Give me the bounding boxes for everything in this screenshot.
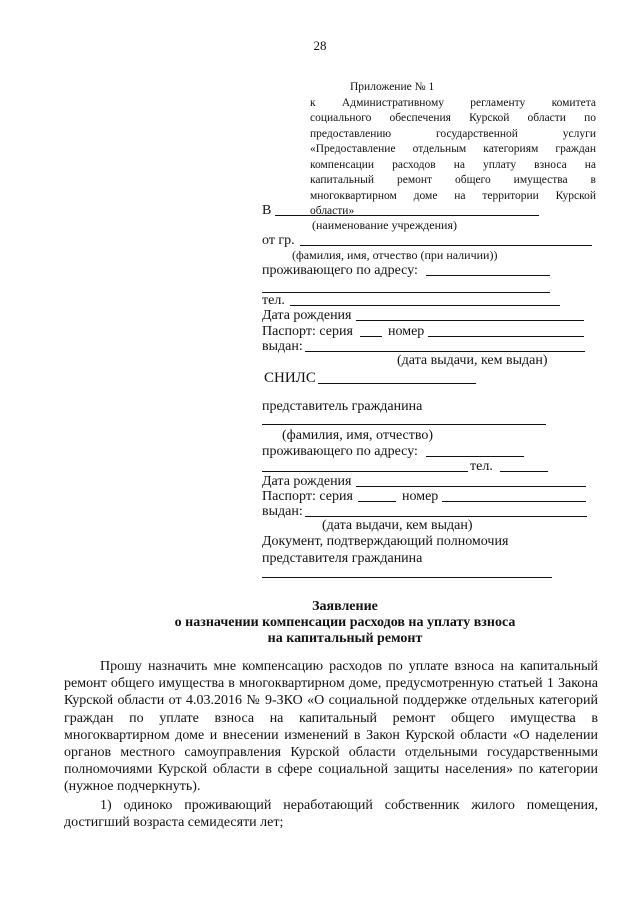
rep-issued-hint: (дата выдачи, кем выдан) [322, 518, 473, 533]
snils-field[interactable] [318, 383, 476, 384]
passport-number-field[interactable] [428, 336, 584, 337]
snils-label: СНИЛС [264, 370, 316, 386]
appendix-line: области» [310, 205, 355, 217]
appendix-line: социального обеспечения Курской области по [310, 112, 596, 124]
paragraph-line: полномочиями Курской области в сфере социальной защиты населения» по категории [64, 762, 598, 778]
issued-hint: (дата выдачи, кем выдан) [397, 353, 548, 368]
paragraph-line: ремонт общего имущества в многоквартирном доме, предусмотренную статьей 1 Закона [64, 676, 598, 692]
paragraph-line: Прошу назначить мне компенсацию расходов по уплате взноса на капитальный [100, 659, 598, 674]
paragraph-line: Курской области от 4.03.2016 № 9-ЗКО «О социальной поддержке отдельных категорий [64, 693, 598, 709]
issued-label: выдан: [262, 339, 303, 354]
to-field[interactable] [275, 215, 539, 216]
item-line: достигший возраста семидесяти лет; [64, 815, 284, 831]
request-paragraph [64, 658, 598, 796]
paragraph-line: многоквартирном доме и внесении изменений в Закон Курской области «О наделении [64, 727, 598, 743]
doc-field[interactable] [262, 577, 552, 578]
from-field[interactable] [300, 245, 592, 246]
rep-phone-label: тел. [470, 459, 493, 474]
from-label: от гр. [262, 233, 295, 248]
appendix-line: компенсации расходов на уплату взноса на [310, 158, 596, 171]
phone-field[interactable] [290, 305, 560, 306]
appendix-line: к Административному регламенту комитета [310, 96, 596, 109]
address-field-continued[interactable] [262, 292, 550, 293]
address-field[interactable] [426, 275, 550, 276]
rep-address-field-continued[interactable] [262, 471, 468, 472]
appendix-line: «Предоставление отдельным категориям граждан [310, 143, 596, 155]
to-label: В [262, 203, 272, 218]
passport-series-field[interactable] [360, 336, 382, 337]
from-hint: (фамилия, имя, отчество (при наличии)) [292, 248, 498, 262]
rep-label: представитель гражданина [262, 399, 423, 414]
rep-passport-series-label: Паспорт: серия [262, 489, 353, 504]
rep-phone-field[interactable] [500, 471, 548, 472]
dob-label: Дата рождения [262, 308, 352, 323]
item-line: 1) одиноко проживающий неработающий собственник жилого помещения, [100, 798, 598, 813]
dob-field[interactable] [356, 320, 584, 321]
passport-series-label: Паспорт: серия [262, 324, 353, 339]
rep-address-field[interactable] [426, 456, 524, 457]
doc-line-1: Документ, подтверждающий полномочия [262, 534, 509, 549]
rep-dob-label: Дата рождения [262, 474, 352, 489]
document-subtitle-1: о назначении компенсации расходов на уплату взноса [174, 615, 516, 630]
appendix-line: капитальный ремонт общего имущества в [310, 174, 596, 186]
appendix-line: многоквартирном доме на территории Курской [310, 189, 596, 202]
rep-issued-label: выдан: [262, 504, 303, 519]
paragraph-line: органов местного самоуправления Курской области отдельными государственными [64, 744, 598, 760]
rep-passport-series-field[interactable] [358, 501, 396, 502]
rep-hint: (фамилия, имя, отчество) [282, 428, 434, 443]
to-hint: (наименование учреждения) [312, 218, 457, 232]
appendix-line: Приложение № 1 [350, 81, 435, 93]
appendix-line: предоставлению государственной услуги [310, 127, 596, 140]
rep-name-field[interactable] [262, 424, 546, 425]
document-subtitle-2: на капитальный ремонт [267, 631, 423, 646]
paragraph-line: (нужное подчеркнуть). [64, 779, 201, 795]
rep-passport-number-label: номер [402, 489, 439, 504]
rep-dob-field[interactable] [356, 486, 586, 487]
address-label: проживающего по адресу: [262, 263, 418, 278]
rep-passport-number-field[interactable] [442, 501, 586, 502]
phone-label: тел. [262, 293, 285, 308]
appendix-block [310, 80, 596, 220]
paragraph-line: граждан по уплате взноса на капитальный ремонт общего имущества в [64, 710, 598, 726]
document-title: Заявление [312, 599, 378, 614]
passport-number-label: номер [388, 324, 425, 339]
page-number: 28 [313, 38, 327, 53]
category-item-1[interactable] [64, 797, 598, 831]
doc-line-2: представителя гражданина [262, 551, 423, 566]
rep-address-label: проживающего по адресу: [262, 444, 418, 459]
